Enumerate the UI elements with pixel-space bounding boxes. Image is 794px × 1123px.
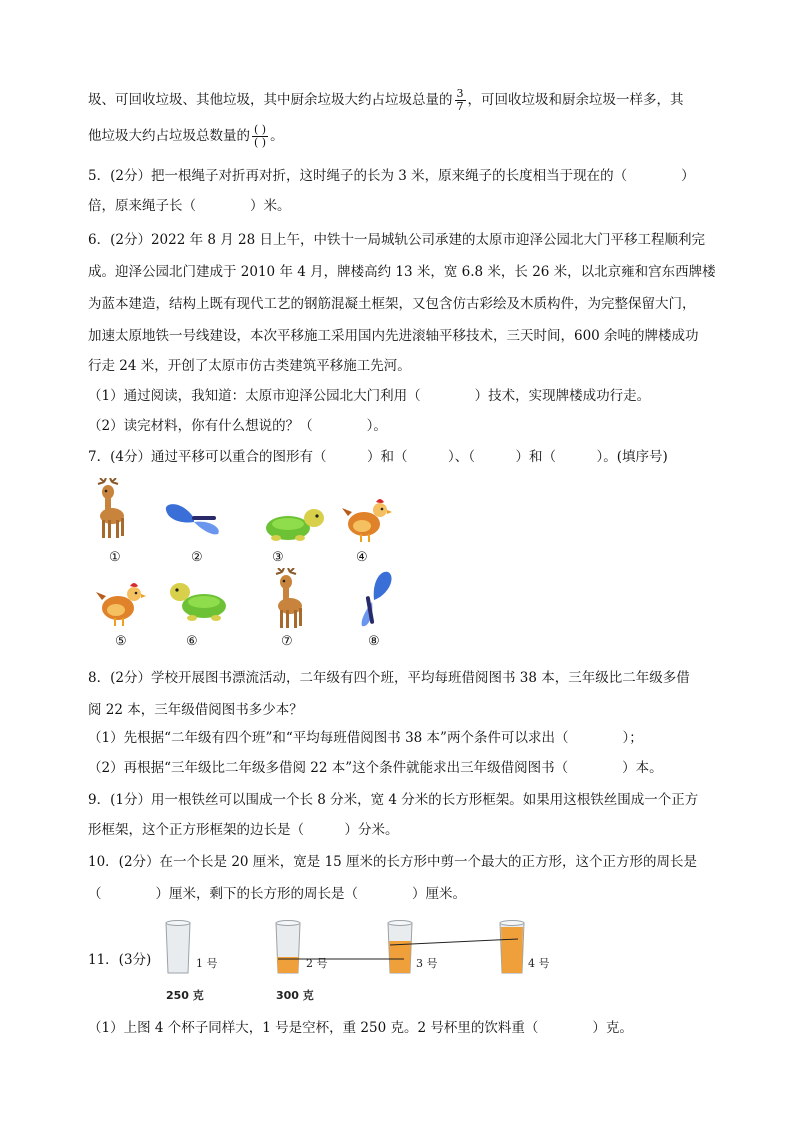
butterfly-icon: [352, 570, 396, 632]
cup-1: [166, 921, 190, 974]
figure-label-5: ⑤: [115, 634, 127, 649]
turtle-icon: [164, 578, 232, 624]
weight-label-1: 250 克: [166, 989, 204, 1002]
q6-line2: 成。迎泽公园北门建成于 2010 年 4 月，牌楼高约 13 米，宽 6.8 米，长 26 米，以北京雍和宫东西牌楼: [88, 264, 716, 280]
deer-icon: [90, 478, 130, 542]
q4-text-a: 圾、可回收垃圾、其他垃圾，其中厨余垃圾大约占垃圾总量的: [88, 92, 453, 108]
figure-label-8: ⑧: [368, 634, 380, 649]
butterfly-icon: [162, 500, 226, 540]
cup-label-1: 1 号: [196, 957, 218, 970]
cup-3: [388, 921, 412, 974]
q8-line2: 阅 22 本，三年级借阅图书多少本？: [88, 702, 303, 718]
q4-line1: [88, 88, 684, 113]
weight-label-2: 300 克: [276, 989, 314, 1002]
q8-sub2: （2）再根据“三年级比二年级多借阅 22 本”这个条件就能求出三年级借阅图书（ ）本。: [88, 760, 663, 776]
q6-line5: 行走 24 米，开创了太原市仿古类建筑平移施工先河。: [88, 358, 411, 374]
cup-label-4: 4 号: [528, 957, 550, 970]
q5-line2: 倍，原来绳子长（ ）米。: [88, 198, 291, 214]
q9-line1: 9．(1分）用一根铁丝可以围成一个长 8 分米，宽 4 分米的长方形框架。如果用这根铁丝围成一个正方: [88, 792, 699, 808]
cup-label-3: 3 号: [416, 957, 438, 970]
figure-label-1: ①: [109, 550, 121, 565]
q10-line2: （ ）厘米，剩下的长方形的周长是（ ）厘米。: [88, 886, 466, 902]
q5-line1: 5．(2分）把一根绳子对折再对折，这时绳子的长为 3 米，原来绳子的长度相当于现在的（ ）: [88, 168, 695, 184]
q4-text-c: 他垃圾大约占垃圾总数量的: [88, 128, 250, 144]
q6-line3: 为蓝本建造，结构上既有现代工艺的钢筋混凝土框架，又包含仿古彩绘及木质构件，为完整保留大门，: [88, 296, 696, 312]
chicken-icon: [342, 496, 394, 544]
q10-line1: 10．(2分）在一个长是 20 厘米，宽是 15 厘米的长方形中剪一个最大的正方形，这个正方形的周长是: [88, 854, 698, 870]
q6-line1: 6．(2分）2022 年 8 月 28 日上午，中铁十一局城轨公司承建的太原市迎泽公园北大门平移工程顺利完: [88, 232, 706, 248]
figure-label-2: ②: [191, 550, 203, 565]
cup-2: [276, 921, 300, 974]
q9-line2: 形框架，这个正方形框架的边长是（ ）分米。: [88, 822, 399, 838]
q6-sub2: （2）读完材料，你有什么想说的？（ ）。: [88, 418, 387, 434]
q8-line1: 8．(2分）学校开展图书漂流活动，二年级有四个班，平均每班借阅图书 38 本，三年级比二年级多借: [88, 670, 690, 686]
q4-text-d: 。: [270, 128, 284, 144]
q11-sub1: （1）上图 4 个杯子同样大，1 号是空杯，重 250 克。2 号杯里的饮料重（ ）克。: [88, 1020, 633, 1036]
cup-label-2: 2 号: [306, 957, 328, 970]
fraction-3-7: $\frac{3}{7}$: [456, 87, 464, 113]
q8-sub1: （1）先根据“二年级有四个班”和“平均每班借阅图书 38 本”两个条件可以求出（ ）；: [88, 730, 643, 746]
q6-line4: 加速太原地铁一号线建设，本次平移施工采用国内先进滚轴平移技术，三天时间，600 余吨的牌楼成功: [88, 328, 699, 344]
q11-label: 11．(3分): [88, 952, 152, 968]
q7-line1: 7．(4分）通过平移可以重合的图形有（ ）和（ ）、（ ）和（ ）。(填序号): [88, 449, 668, 465]
figure-label-3: ③: [272, 550, 284, 565]
fraction-blank: $\frac{( )}{( )}$: [254, 123, 267, 149]
q4-text-b: ，可回收垃圾和厨余垃圾一样多，其: [467, 92, 684, 108]
deer-icon: [268, 568, 308, 632]
cup-4: [500, 921, 524, 974]
figure-label-6: ⑥: [186, 634, 198, 649]
q4-line2: [88, 124, 284, 149]
q6-sub1: （1）通过阅读，我知道：太原市迎泽公园北大门利用（ ）技术，实现牌楼成功行走。: [88, 388, 651, 404]
figure-label-7: ⑦: [281, 634, 293, 649]
figure-label-4: ④: [356, 550, 368, 565]
cups-figure: [160, 915, 580, 1015]
turtle-icon: [262, 504, 330, 544]
chicken-icon: [96, 580, 148, 628]
